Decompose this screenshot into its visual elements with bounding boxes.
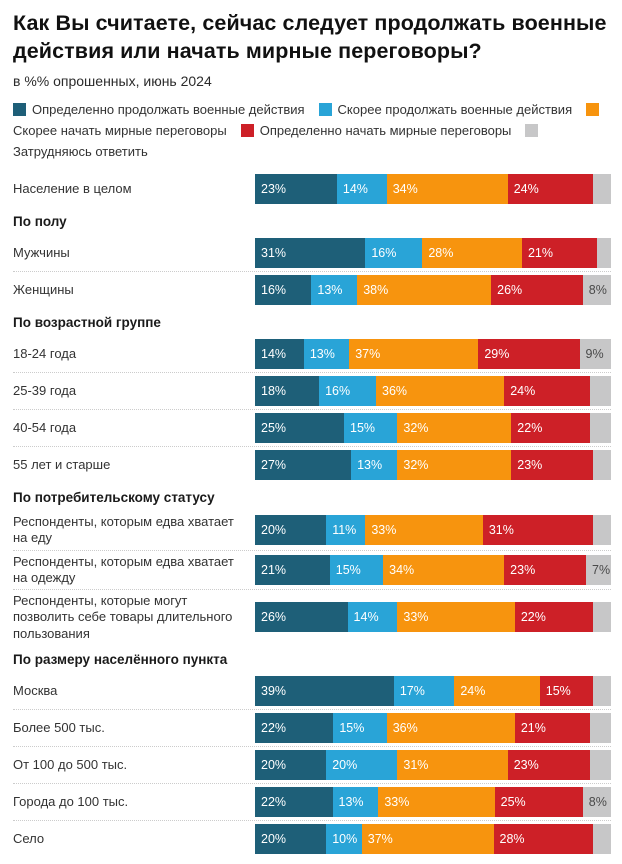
bar-segment-definitely-continue: [255, 555, 330, 585]
bar-segment-rather-continue: [326, 515, 365, 545]
segment-value-label: 22%: [517, 421, 543, 436]
bar-segment-definitely-negotiations: [495, 787, 583, 817]
group-header: По возрастной группе: [13, 315, 161, 331]
bar-segment-hard-to-say: [593, 515, 611, 545]
stacked-bar: [255, 787, 611, 817]
stacked-bar: [255, 376, 611, 406]
segment-value-label: 25%: [261, 421, 287, 436]
chart-row: [13, 372, 611, 406]
legend-label: Затрудняюсь ответить: [13, 144, 148, 160]
bar-segment-definitely-negotiations: [504, 555, 586, 585]
row-label: 55 лет и старше: [13, 456, 111, 472]
segment-value-label: 34%: [392, 182, 418, 197]
bar-segment-definitely-negotiations: [540, 676, 593, 706]
bar-segment-definitely-negotiations: [478, 339, 579, 369]
segment-value-label: 8%: [588, 283, 607, 298]
bar-segment-hard-to-say: [590, 713, 611, 743]
bar-segment-rather-continue: [326, 750, 397, 780]
segment-value-label: 15%: [335, 562, 361, 577]
legend-swatch-hard-to-say: [525, 124, 538, 137]
bar-segment-rather-negotiations: [383, 555, 504, 585]
bar-segment-rather-negotiations: [397, 413, 511, 443]
bar-segment-definitely-continue: [255, 275, 311, 305]
bar-segment-definitely-continue: [255, 602, 348, 632]
row-label: Более 500 тыс.: [13, 719, 105, 735]
legend-swatch-definitely-continue: [13, 103, 26, 116]
segment-value-label: 18%: [261, 384, 287, 399]
segment-value-label: 13%: [357, 458, 383, 473]
bar-segment-hard-to-say: [593, 174, 611, 204]
bar-segment-definitely-continue: [255, 676, 394, 706]
segment-value-label: 16%: [261, 283, 287, 298]
segment-value-label: 36%: [392, 720, 418, 735]
bar-segment-definitely-negotiations: [491, 275, 583, 305]
bar-segment-definitely-continue: [255, 750, 326, 780]
segment-value-label: 22%: [261, 720, 287, 735]
group-header: По размеру населённого пункта: [13, 651, 228, 667]
stacked-bar: [255, 174, 611, 204]
bar-segment-hard-to-say: [586, 555, 611, 585]
segment-value-label: 10%: [332, 831, 358, 846]
segment-value-label: 21%: [261, 562, 287, 577]
segment-value-label: 20%: [261, 757, 287, 772]
segment-value-label: 33%: [384, 794, 410, 809]
bar-segment-rather-negotiations: [454, 676, 539, 706]
bar-segment-definitely-continue: [255, 824, 326, 854]
stacked-bar: [255, 750, 611, 780]
bar-segment-definitely-continue: [255, 174, 337, 204]
row-label: 40-54 года: [13, 419, 77, 435]
bar-segment-hard-to-say: [590, 413, 611, 443]
bar-segment-definitely-negotiations: [483, 515, 593, 545]
segment-value-label: 28%: [428, 246, 454, 261]
legend-swatch-definitely-negotiations: [241, 124, 254, 137]
stacked-bar: [255, 713, 611, 743]
bar-segment-rather-negotiations: [387, 174, 508, 204]
segment-value-label: 9%: [585, 347, 604, 362]
segment-value-label: 20%: [261, 523, 287, 538]
bar-segment-rather-negotiations: [422, 238, 522, 268]
segment-value-label: 23%: [261, 182, 287, 197]
chart-row: [13, 709, 611, 743]
bar-segment-definitely-negotiations: [508, 750, 590, 780]
bar-segment-definitely-continue: [255, 450, 351, 480]
legend-label: Скорее продолжать военные действия: [337, 102, 573, 118]
bar-segment-definitely-negotiations: [522, 238, 597, 268]
segment-value-label: 13%: [309, 347, 335, 362]
bar-segment-rather-negotiations: [357, 275, 491, 305]
row-label: Женщины: [13, 281, 74, 297]
bar-segment-definitely-negotiations: [515, 602, 593, 632]
segment-value-label: 29%: [484, 347, 510, 362]
chart-group: [13, 490, 611, 642]
bar-segment-rather-negotiations: [349, 339, 478, 369]
segment-value-label: 23%: [513, 757, 539, 772]
segment-value-label: 32%: [403, 421, 429, 436]
segment-value-label: 31%: [488, 523, 514, 538]
bar-segment-definitely-negotiations: [508, 174, 593, 204]
bar-segment-definitely-continue: [255, 713, 333, 743]
segment-value-label: 24%: [513, 182, 539, 197]
bar-segment-rather-negotiations: [376, 376, 504, 406]
bar-segment-hard-to-say: [590, 750, 611, 780]
bar-segment-rather-continue: [326, 824, 362, 854]
segment-value-label: 8%: [588, 794, 607, 809]
stacked-bar: [255, 515, 611, 545]
segment-value-label: 11%: [332, 523, 357, 538]
bar-segment-definitely-continue: [255, 515, 326, 545]
row-label: 18-24 года: [13, 345, 77, 361]
bar-segment-hard-to-say: [593, 824, 611, 854]
legend-swatch-rather-negotiations: [586, 103, 599, 116]
segment-value-label: 33%: [371, 523, 397, 538]
bar-segment-hard-to-say: [593, 602, 611, 632]
stacked-bar: [255, 238, 611, 268]
row-label: Респонденты, которым едва хватает на одежду: [13, 553, 234, 585]
chart-legend: [13, 99, 611, 162]
row-label: Респонденты, которым едва хватает на еду: [13, 514, 234, 546]
bar-segment-rather-negotiations: [362, 824, 494, 854]
stacked-bar: [255, 413, 611, 443]
row-label: Мужчины: [13, 244, 70, 260]
segment-value-label: 37%: [355, 347, 381, 362]
chart-row: [13, 550, 611, 587]
stacked-bar: [255, 450, 611, 480]
row-label: От 100 до 500 тыс.: [13, 756, 128, 772]
bar-segment-hard-to-say: [597, 238, 611, 268]
segment-value-label: 31%: [403, 757, 429, 772]
row-label: Население в целом: [13, 180, 132, 196]
bar-segment-rather-continue: [319, 376, 376, 406]
bar-segment-definitely-negotiations: [515, 713, 590, 743]
chart-row: [13, 271, 611, 305]
bar-segment-hard-to-say: [580, 339, 611, 369]
legend-swatch-rather-continue: [319, 103, 332, 116]
chart-row: [13, 174, 611, 204]
group-header: По потребительскому статусу: [13, 490, 215, 506]
segment-value-label: 20%: [261, 831, 287, 846]
bar-segment-rather-continue: [333, 713, 386, 743]
legend-label: Определенно начать мирные переговоры: [259, 123, 512, 139]
bar-segment-definitely-continue: [255, 238, 365, 268]
group-header: По полу: [13, 214, 67, 230]
segment-value-label: 28%: [499, 831, 525, 846]
bar-segment-rather-continue: [348, 602, 398, 632]
bar-segment-hard-to-say: [593, 450, 611, 480]
bar-segment-rather-continue: [333, 787, 379, 817]
chart-row: [13, 238, 611, 268]
chart-row: [13, 783, 611, 817]
row-label: Города до 100 тыс.: [13, 793, 129, 809]
chart-row: [13, 339, 611, 369]
chart-row: [13, 589, 611, 642]
bar-segment-definitely-continue: [255, 787, 333, 817]
segment-value-label: 25%: [500, 794, 526, 809]
bar-segment-definitely-negotiations: [494, 824, 594, 854]
chart-group: [13, 652, 611, 854]
segment-value-label: 14%: [342, 182, 368, 197]
chart-row: [13, 676, 611, 706]
stacked-bar: [255, 275, 611, 305]
stacked-bar: [255, 602, 611, 632]
row-label: 25-39 года: [13, 382, 77, 398]
bar-segment-definitely-continue: [255, 339, 304, 369]
segment-value-label: 34%: [389, 562, 415, 577]
bar-segment-rather-continue: [344, 413, 397, 443]
segment-value-label: 38%: [363, 283, 389, 298]
legend-label: Определенно продолжать военные действия: [32, 102, 305, 118]
chart-row: [13, 820, 611, 854]
segment-value-label: 15%: [339, 720, 365, 735]
chart-group: [13, 174, 611, 204]
segment-value-label: 24%: [460, 683, 486, 698]
bar-segment-rather-continue: [330, 555, 383, 585]
stacked-bar: [255, 555, 611, 585]
bar-segment-hard-to-say: [583, 787, 611, 817]
segment-value-label: 32%: [403, 458, 429, 473]
stacked-bar: [255, 676, 611, 706]
segment-value-label: 7%: [592, 562, 611, 577]
segment-value-label: 22%: [520, 610, 546, 625]
segment-value-label: 14%: [353, 610, 379, 625]
bar-segment-rather-continue: [365, 238, 422, 268]
segment-value-label: 15%: [350, 421, 376, 436]
segment-value-label: 16%: [325, 384, 351, 399]
segment-value-label: 21%: [520, 720, 546, 735]
bar-segment-rather-continue: [311, 275, 357, 305]
segment-value-label: 14%: [261, 347, 287, 362]
chart-group: [13, 214, 611, 305]
bar-segment-hard-to-say: [583, 275, 611, 305]
bar-segment-rather-negotiations: [397, 750, 507, 780]
bar-segment-definitely-negotiations: [511, 450, 593, 480]
bar-segment-rather-negotiations: [378, 787, 494, 817]
chart-row: [13, 514, 611, 547]
chart-row: [13, 446, 611, 480]
chart-group: [13, 315, 611, 480]
segment-value-label: 23%: [517, 458, 543, 473]
segment-value-label: 13%: [317, 283, 343, 298]
segment-value-label: 13%: [338, 794, 364, 809]
segment-value-label: 17%: [399, 683, 425, 698]
row-label: Москва: [13, 682, 58, 698]
segment-value-label: 26%: [261, 610, 287, 625]
segment-value-label: 22%: [261, 794, 287, 809]
segment-value-label: 36%: [382, 384, 408, 399]
row-label: Село: [13, 830, 45, 846]
bar-segment-definitely-negotiations: [511, 413, 589, 443]
segment-value-label: 37%: [367, 831, 393, 846]
bar-segment-rather-negotiations: [365, 515, 482, 545]
stacked-bar: [255, 339, 611, 369]
bar-segment-rather-negotiations: [397, 450, 511, 480]
chart-subtitle: в %% опрошенных, июнь 2024: [13, 73, 212, 90]
bar-segment-rather-negotiations: [397, 602, 514, 632]
segment-value-label: 31%: [261, 246, 287, 261]
segment-value-label: 20%: [332, 757, 358, 772]
segment-value-label: 21%: [527, 246, 554, 261]
stacked-bar: [255, 824, 611, 854]
segment-value-label: 27%: [261, 458, 287, 473]
bar-segment-hard-to-say: [590, 376, 611, 406]
segment-value-label: 15%: [545, 683, 571, 698]
page-title: Как Вы считаете, сейчас следует продолжать военные действия или начать мирные переговоры?: [13, 11, 607, 63]
bar-segment-definitely-continue: [255, 376, 319, 406]
segment-value-label: 16%: [371, 246, 397, 261]
stacked-bar-chart: [13, 174, 611, 854]
chart-row: [13, 409, 611, 443]
segment-value-label: 26%: [497, 283, 523, 298]
segment-value-label: 24%: [510, 384, 536, 399]
row-label: Респонденты, которые могут позволить себе товары длительного пользования: [13, 593, 233, 641]
bar-segment-definitely-negotiations: [504, 376, 589, 406]
bar-segment-rather-negotiations: [387, 713, 515, 743]
bar-segment-hard-to-say: [593, 676, 611, 706]
bar-segment-rather-continue: [394, 676, 455, 706]
chart-row: [13, 746, 611, 780]
bar-segment-rather-continue: [351, 450, 397, 480]
bar-segment-rather-continue: [337, 174, 387, 204]
segment-value-label: 33%: [403, 610, 429, 625]
bar-segment-rather-continue: [304, 339, 349, 369]
segment-value-label: 23%: [510, 562, 536, 577]
bar-segment-definitely-continue: [255, 413, 344, 443]
segment-value-label: 39%: [261, 683, 287, 698]
legend-label: Скорее начать мирные переговоры: [13, 123, 227, 139]
